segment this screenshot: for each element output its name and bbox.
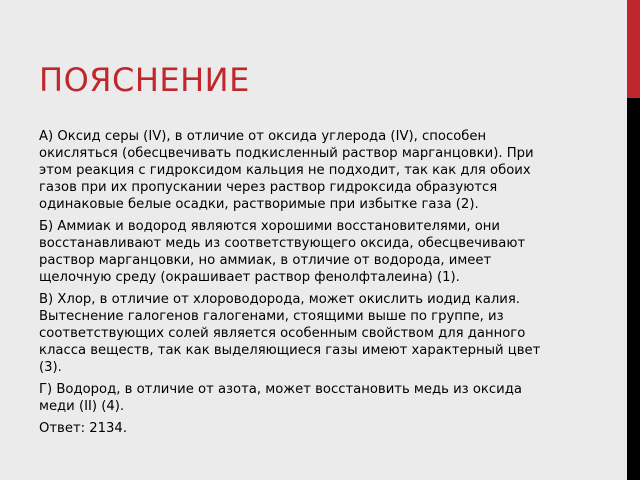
explanation-paragraph-d: Г) Водород, в отличие от азота, может восстановить медь из оксида меди (II) (4). xyxy=(39,382,522,414)
slide-content xyxy=(39,128,559,442)
right-accent-bar xyxy=(627,0,640,98)
explanation-paragraph-b: Б) Аммиак и водород являются хорошими восстановителями, они восстанавливают медь из соответствующего оксида, обесцвечивают раствор марганцовки, но аммиак, в отличие от водорода, имеет щелочную среду (окрашивает раствор фенолфталеина) (1). xyxy=(39,219,526,285)
slide-title: ПОЯСНЕНИЕ xyxy=(39,61,250,99)
answer-paragraph: Ответ: 2134. xyxy=(39,421,128,436)
explanation-paragraph-c: В) Хлор, в отличие от хлороводорода, может окислить иодид калия. Вытеснение галогенов галогенами, стоящими выше по группе, из соответствующих солей является особенным свойством для данного класса веществ, так как выделяющиеся газы имеют характерный цвет (3). xyxy=(39,292,541,375)
explanation-paragraph-a: А) Оксид серы (IV), в отличие от оксида углерода (IV), способен окисляться (обесцвечивать подкисленный раствор марганцовки). При этом реакция с гидроксидом кальция не подходит, так как для обоих газов при их пропускании через раствор гидроксида образуются одинаковые белые осадки, растворимые при избытке газа (2). xyxy=(39,129,534,212)
